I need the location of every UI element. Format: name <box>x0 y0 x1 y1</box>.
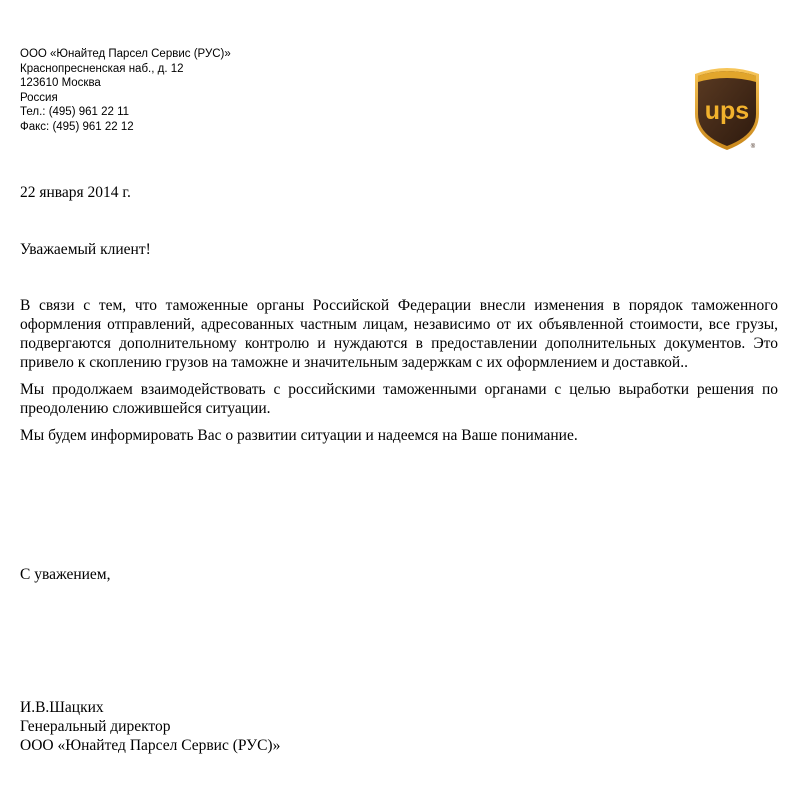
body-paragraph-1: В связи с тем, что таможенные органы Российской Федерации внесли изменения в порядок таможенного оформления отправлений, адресованных частным лицам, независимо от их объявленной стоимости, все грузы, подвергаются дополнительному контролю и нуждаются в предоставлении дополнительных документов. Это привело к скоплению грузов на таможне и значительным задержкам с их оформлением и доставкой.. <box>20 297 778 371</box>
sender-street: Краснопресненская наб., д. 12 <box>20 62 184 75</box>
ups-logo-text: ups <box>704 97 750 125</box>
letter-body <box>20 296 778 453</box>
sender-address-block <box>20 47 231 134</box>
letter-closing: С уважением, <box>20 566 111 583</box>
sender-phone: Тел.: (495) 961 22 11 <box>20 106 130 118</box>
signer-company: ООО «Юнайтед Парсел Сервис (РУС)» <box>20 737 281 754</box>
letter-salutation: Уважаемый клиент! <box>20 241 151 258</box>
sender-fax: Факс: (495) 961 22 12 <box>20 120 134 133</box>
signer-name: И.В.Шацких <box>20 699 104 716</box>
sender-company: ООО «Юнайтед Парсел Сервис (РУС)» <box>20 48 231 60</box>
body-paragraph-2: Мы продолжаем взаимодействовать с российскими таможенными органами с целью выработки решения по преодолению сложившейся ситуации. <box>20 381 778 417</box>
registered-mark: ® <box>750 144 756 150</box>
ups-logo <box>693 66 761 152</box>
sender-country: Россия <box>20 91 58 104</box>
sender-postal-city: 123610 Москва <box>20 77 101 89</box>
signer-title: Генеральный директор <box>20 718 171 735</box>
letter-date: 22 января 2014 г. <box>20 184 131 201</box>
signature-block <box>20 698 280 755</box>
body-paragraph-3: Мы будем информировать Вас о развитии ситуации и надеемся на Ваше понимание. <box>20 427 578 444</box>
